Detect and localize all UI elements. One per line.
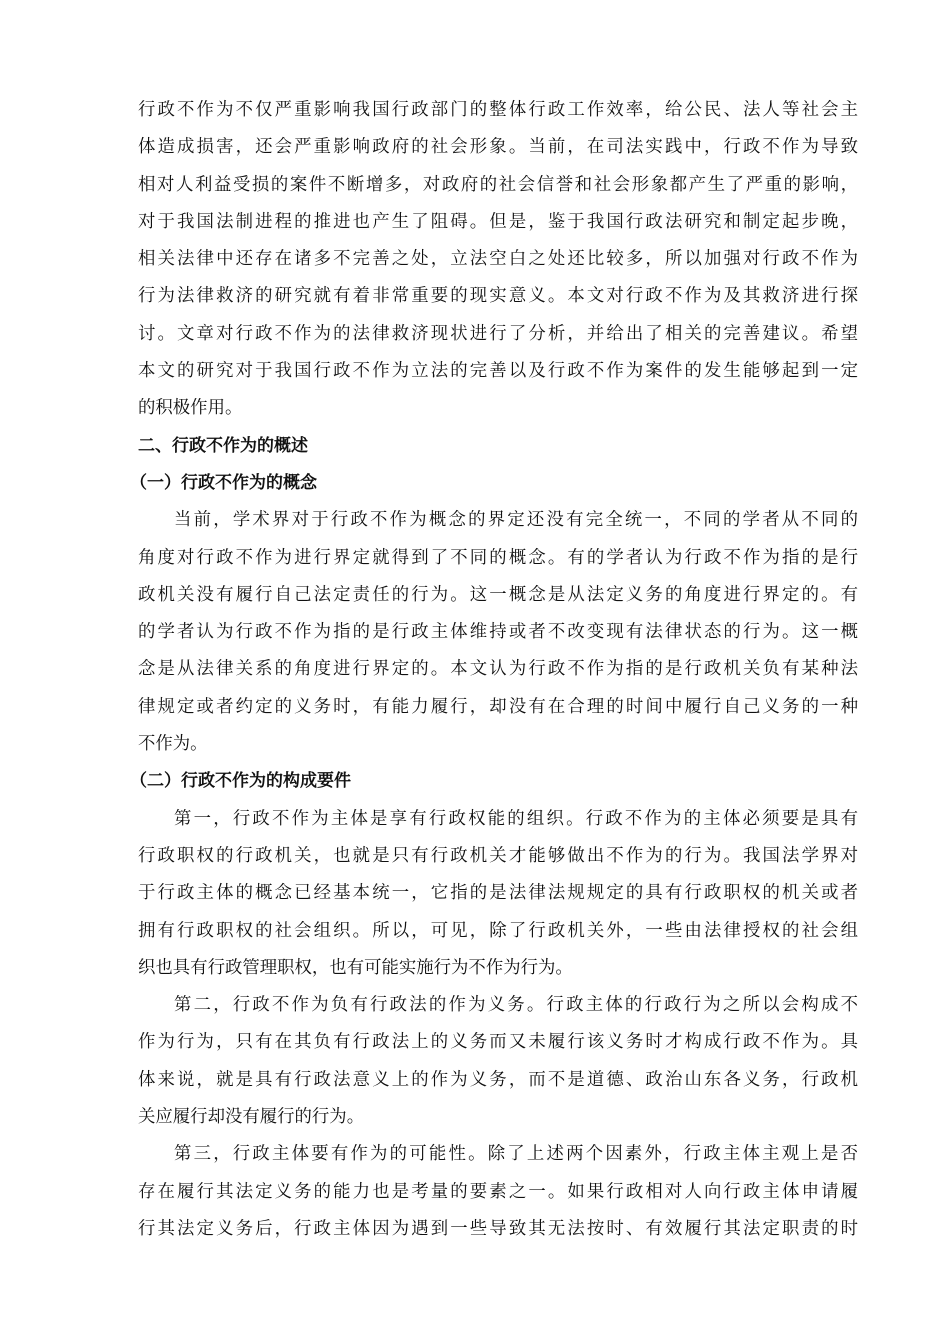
text-line: 当前，学术界对于行政不作为概念的界定还没有完全统一，不同的学者从不同的 xyxy=(174,510,858,531)
element-two-paragraph xyxy=(138,987,858,1136)
intro-paragraph xyxy=(138,92,858,428)
text-line: 的学者认为行政不作为指的是行政主体维持或者不改变现有法律状态的行为。这一概 xyxy=(138,622,858,643)
subsection-heading-elements: （二）行政不作为的构成要件 xyxy=(130,771,351,792)
text-line: 体造成损害，还会严重影响政府的社会形象。当前，在司法实践中，行政不作为导致 xyxy=(138,137,858,158)
text-line: 存在履行其法定义务的能力也是考量的要素之一。如果行政相对人向行政主体申请履 xyxy=(138,1181,858,1202)
text-line: 讨。文章对行政不作为的法律救济现状进行了分析，并给出了相关的完善建议。希望 xyxy=(138,323,858,344)
text-line: 行政不作为不仅严重影响我国行政部门的整体行政工作效率，给公民、法人等社会主 xyxy=(138,100,858,120)
text-line: 相关法律中还存在诸多不完善之处，立法空白之处还比较多，所以加强对行政不作为 xyxy=(138,249,858,270)
text-line: 第三，行政主体要有作为的可能性。除了上述两个因素外，行政主体主观上是否 xyxy=(174,1144,858,1165)
section-heading: 二、行政不作为的概述 xyxy=(138,435,308,456)
text-line: 行为法律救济的研究就有着非常重要的现实意义。本文对行政不作为及其救济进行探 xyxy=(138,286,858,307)
text-line: 的积极作用。 xyxy=(138,398,243,419)
text-line: 相对人利益受损的案件不断增多，对政府的社会信誉和社会形象都产生了严重的影响， xyxy=(138,174,858,195)
text-line: 政机关没有履行自己法定责任的行为。这一概念是从法定义务的角度进行界定的。有 xyxy=(138,584,858,605)
text-line: 体来说，就是具有行政法意义上的作为义务，而不是道德、政治山东各义务，行政机 xyxy=(138,1069,858,1090)
text-line: 角度对行政不作为进行界定就得到了不同的概念。有的学者认为行政不作为指的是行 xyxy=(138,547,858,568)
subsection-heading-concept: （一）行政不作为的概念 xyxy=(130,472,317,493)
text-line: 第一，行政不作为主体是享有行政权能的组织。行政不作为的主体必须要是具有 xyxy=(174,808,858,829)
text-line: 念是从法律关系的角度进行界定的。本文认为行政不作为指的是行政机关负有某种法 xyxy=(138,659,858,680)
text-line: 于行政主体的概念已经基本统一，它指的是法律法规规定的具有行政职权的机关或者 xyxy=(138,883,858,904)
text-line: 不作为。 xyxy=(138,734,208,755)
text-line: 行政职权的行政机关，也就是只有行政机关才能够做出不作为的行为。我国法学界对 xyxy=(138,845,858,866)
element-one-paragraph xyxy=(138,801,858,987)
text-line: 拥有行政职权的社会组织。所以，可见，除了行政机关外，一些由法律授权的社会组 xyxy=(138,920,858,941)
concept-paragraph xyxy=(138,502,858,763)
text-line: 作为行为，只有在其负有行政法上的义务而又未履行该义务时才构成行政不作为。具 xyxy=(138,1032,858,1053)
text-line: 对于我国法制进程的推进也产生了阻碍。但是，鉴于我国行政法研究和制定起步晚， xyxy=(138,211,858,232)
document-page xyxy=(130,92,858,1248)
text-line: 律规定或者约定的义务时，有能力履行，却没有在合理的时间中履行自己义务的一种 xyxy=(138,696,858,717)
text-line: 第二，行政不作为负有行政法的作为义务。行政主体的行政行为之所以会构成不 xyxy=(174,995,858,1016)
element-three-paragraph xyxy=(138,1136,858,1248)
text-line: 关应履行却没有履行的行为。 xyxy=(138,1107,365,1128)
text-line: 本文的研究对于我国行政不作为立法的完善以及行政不作为案件的发生能够起到一定 xyxy=(138,361,858,382)
text-line: 行其法定义务后，行政主体因为遇到一些导致其无法按时、有效履行其法定职责的时 xyxy=(138,1218,858,1239)
text-line: 织也具有行政管理职权，也有可能实施行为不作为行为。 xyxy=(138,957,573,978)
